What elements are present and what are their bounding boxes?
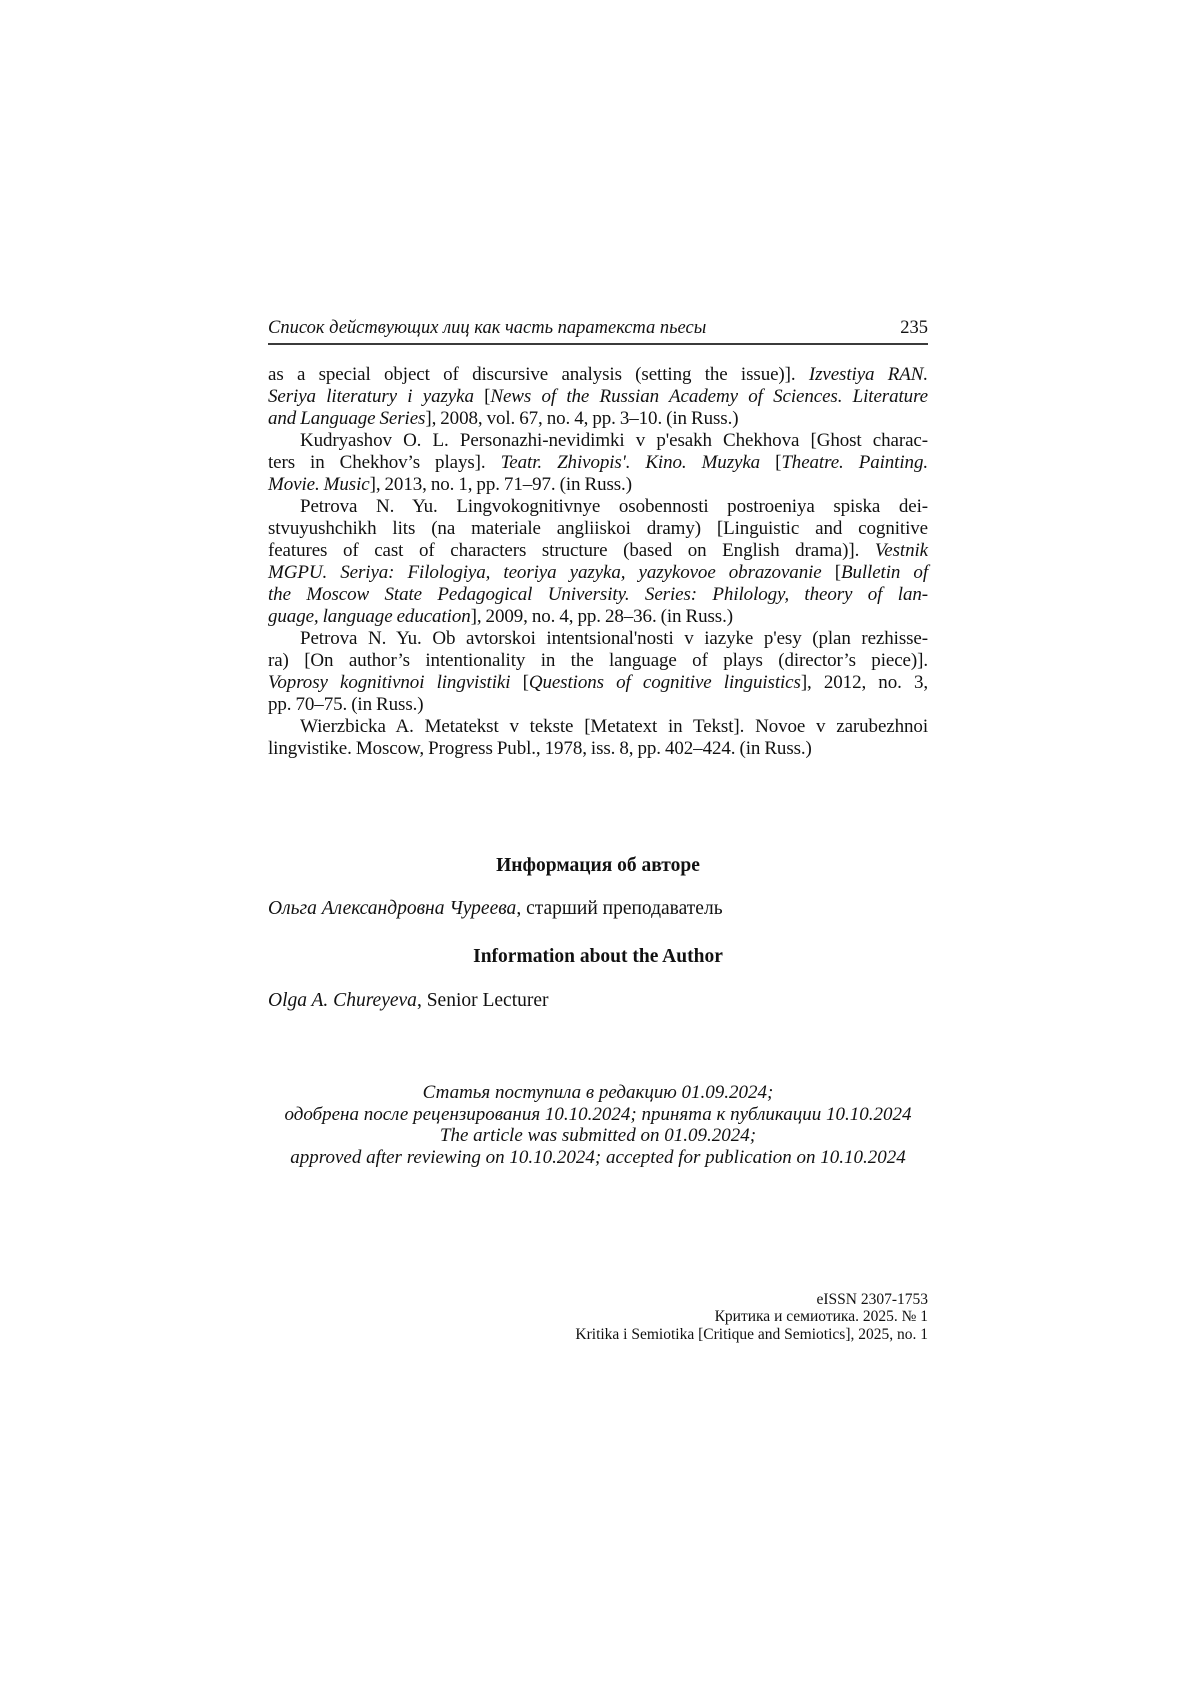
reference-line: Voprosy kognitivnoi lingvistiki [Questions of cognitive linguistics], 2012, no. 3,	[268, 672, 928, 693]
page-number: 235	[900, 318, 928, 338]
journal-footer-line: Критика и семиотика. 2025. № 1	[714, 1308, 928, 1326]
reference-line: Seriya literatury i yazyka [News of the Russian Academy of Sciences. Literature	[268, 386, 928, 407]
reference-line: Movie. Music], 2013, no. 1, pp. 71–97. (in Russ.)	[268, 474, 632, 495]
date-line: approved after reviewing on 10.10.2024; accepted for publication on 10.10.2024	[290, 1146, 906, 1168]
author-info-heading-en: Information about the Author	[473, 946, 723, 967]
reference-line: Kudryashov O. L. Personazhi-nevidimki v p'esakh Chekhova [Ghost charac-	[300, 430, 928, 451]
author-line-en	[268, 990, 928, 1012]
reference-line: MGPU. Seriya: Filologiya, teoriya yazyka, yazykovoe obrazovanie [Bulletin of	[268, 562, 928, 583]
submission-dates	[268, 1082, 928, 1168]
references	[268, 364, 928, 760]
reference-line: stvuyushchikh lits (na materiale angliiskoi dramy) [Linguistic and cognitive	[268, 518, 928, 539]
author-name-ru: Ольга Александровна Чуреева	[268, 898, 517, 919]
date-line: Статья поступила в редакцию 01.09.2024;	[422, 1082, 774, 1103]
author-name-en: Olga A. Chureyeva	[268, 990, 417, 1011]
author-role-en: , Senior Lecturer	[416, 990, 549, 1011]
date-line: The article was submitted on 01.09.2024;	[439, 1125, 757, 1147]
reference-line: ters in Chekhov’s plays]. Teatr. Zhivopis'. Kino. Muzyka [Theatre. Painting.	[268, 452, 928, 473]
journal-footer	[268, 1291, 928, 1343]
reference-line: lingvistike. Moscow, Progress Publ., 1978, iss. 8, pp. 402–424. (in Russ.)	[268, 738, 812, 759]
reference-line: the Moscow State Pedagogical University. Series: Philology, theory of lan-	[268, 584, 928, 605]
reference-line: features of cast of characters structure (based on English drama)]. Vestnik	[268, 540, 928, 561]
reference-line: and Language Series], 2008, vol. 67, no. 4, pp. 3–10. (in Russ.)	[268, 408, 739, 429]
reference-line: pp. 70–75. (in Russ.)	[268, 694, 424, 715]
running-header	[268, 318, 928, 345]
reference-line: Petrova N. Yu. Lingvokognitivnye osobennosti postroeniya spiska dei-	[300, 496, 928, 517]
running-title: Список действующих лиц как часть паратекста пьесы	[268, 318, 707, 338]
author-role-ru: , старший преподаватель	[516, 898, 723, 919]
reference-line: Petrova N. Yu. Ob avtorskoi intentsional'nosti v iazyke p'esy (plan rezhisse-	[300, 628, 928, 649]
journal-footer-line: Kritika i Semiotika [Critique and Semiotics], 2025, no. 1	[575, 1325, 928, 1343]
author-info-heading-ru: Информация об авторе	[496, 855, 700, 876]
reference-line: ra) [On author’s intentionality in the language of plays (director’s piece)].	[268, 650, 928, 671]
journal-footer-line: eISSN 2307-1753	[816, 1291, 928, 1308]
author-line-ru	[268, 898, 928, 920]
reference-line: as a special object of discursive analysis (setting the issue)]. Izvestiya RAN.	[268, 364, 929, 385]
date-line: одобрена после рецензирования 10.10.2024; принята к публикации 10.10.2024	[284, 1103, 912, 1125]
reference-line: Wierzbicka A. Metatekst v tekste [Metatext in Tekst]. Novoe v zarubezhnoi	[300, 716, 928, 737]
reference-line: guage, language education], 2009, no. 4, pp. 28–36. (in Russ.)	[268, 606, 733, 627]
